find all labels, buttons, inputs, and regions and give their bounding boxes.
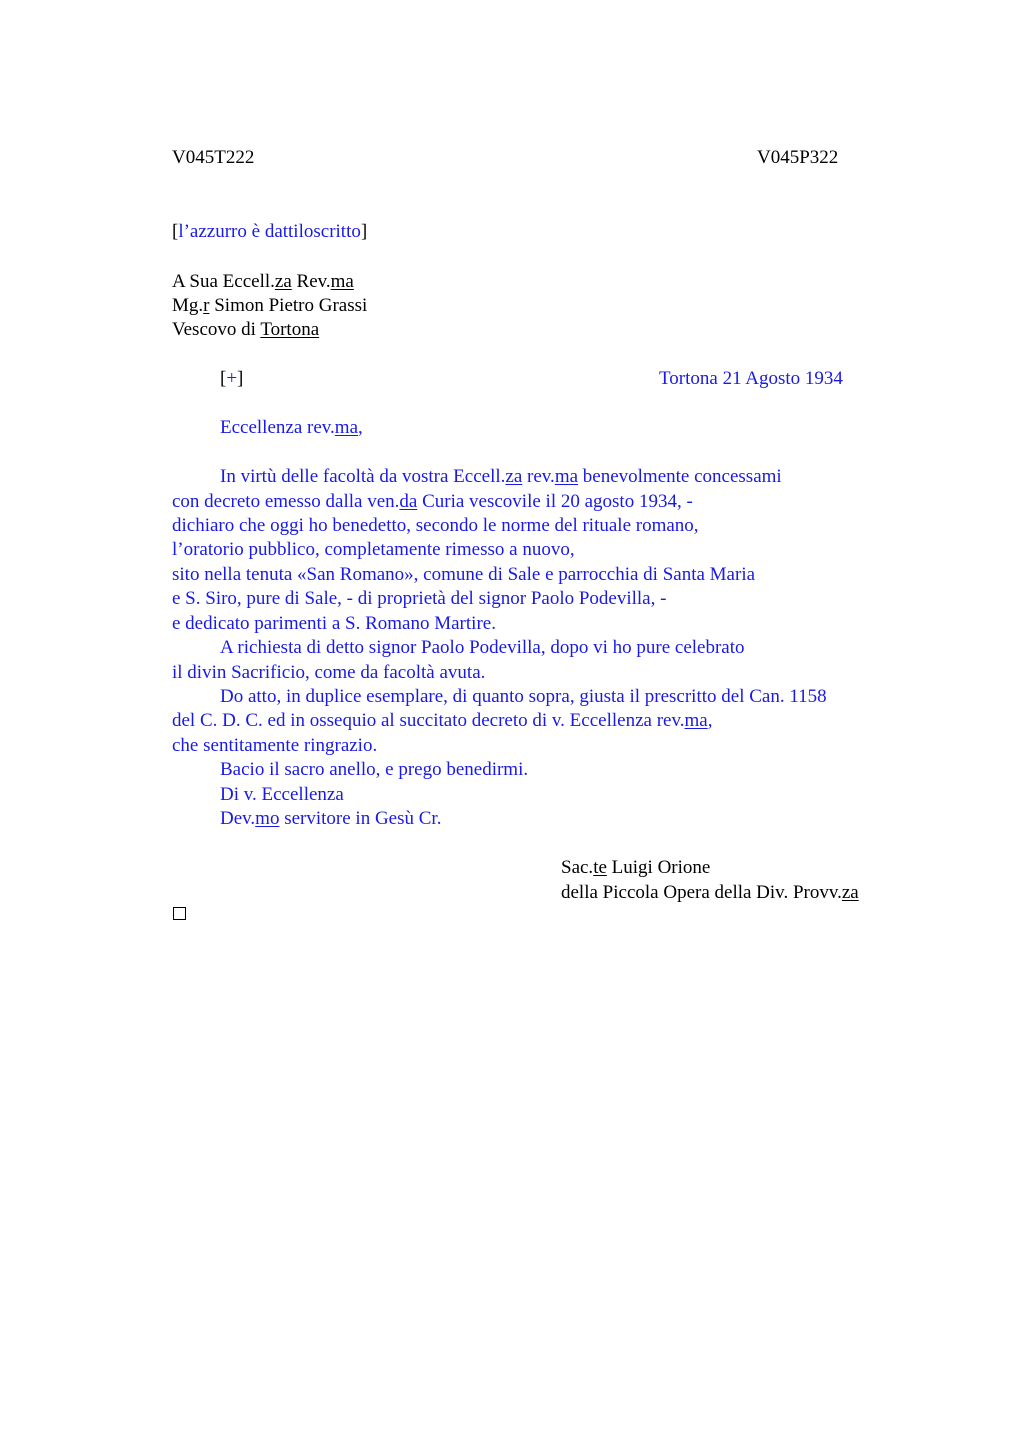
bracket-open: [ xyxy=(172,221,179,242)
bracket-close: ] xyxy=(237,368,244,389)
address-abbrev: r xyxy=(203,295,210,316)
signature-line-2 xyxy=(561,881,859,905)
signature-abbrev: za xyxy=(841,882,859,903)
signature-text: Luigi Orione xyxy=(606,857,711,878)
body-line: sito nella tenuta «San Romano», comune di Sale e parrocchia di Santa Maria xyxy=(172,564,756,585)
salutation-text: , xyxy=(358,417,363,438)
address-line-3 xyxy=(172,318,319,342)
signature-text: Sac. xyxy=(561,857,594,878)
body-line: Di v. Eccellenza xyxy=(220,784,344,805)
address-text: Rev. xyxy=(291,271,331,292)
body-text: Dev. xyxy=(220,808,256,829)
body-text: Curia vescovile il 20 agosto 1934, - xyxy=(417,491,693,512)
editorial-note-text: l’azzurro è dattiloscritto xyxy=(178,221,361,242)
address-line-1 xyxy=(172,270,354,294)
bracket-open: [ xyxy=(220,368,227,389)
body-line: e S. Siro, pure di Sale, - di proprietà del signor Paolo Podevilla, - xyxy=(172,588,667,609)
body-text: servitore in Gesù Cr. xyxy=(279,808,442,829)
body-text: In virtù delle facoltà da vostra Eccell. xyxy=(220,466,506,487)
body-abbrev: za xyxy=(505,466,523,487)
signature-text: della Piccola Opera della Div. Provv. xyxy=(561,882,842,903)
body-line: A richiesta di detto signor Paolo Podevilla, dopo vi ho pure celebrato xyxy=(220,637,745,658)
salutation-text: Eccellenza rev. xyxy=(220,417,335,438)
editorial-note xyxy=(172,220,367,244)
salutation-abbrev: ma xyxy=(334,417,359,438)
body-line xyxy=(220,465,782,489)
body-text: rev. xyxy=(522,466,555,487)
address-line-2 xyxy=(172,294,367,318)
body-line: il divin Sacrificio, come da facoltà avuta. xyxy=(172,662,486,683)
address-place: Tortona xyxy=(260,319,320,340)
address-text: Simon Pietro Grassi xyxy=(209,295,368,316)
body-line xyxy=(172,490,693,514)
body-abbrev: da xyxy=(399,491,418,512)
address-text: Mg. xyxy=(172,295,204,316)
body-line: e dedicato parimenti a S. Romano Martire. xyxy=(172,613,496,634)
address-text: Vescovo di xyxy=(172,319,261,340)
signature-line-1 xyxy=(561,856,710,880)
body-text: del C. D. C. ed in ossequio al succitato decreto di v. Eccellenza rev. xyxy=(172,710,685,731)
body-line: Do atto, in duplice esemplare, di quanto sopra, giusta il prescritto del Can. 1158 xyxy=(220,686,827,707)
address-abbrev: za xyxy=(274,271,292,292)
signature-abbrev: te xyxy=(593,857,607,878)
body-abbrev: ma xyxy=(684,710,708,731)
body-line: l’oratorio pubblico, completamente rimesso a nuovo, xyxy=(172,539,575,560)
bracket-close: ] xyxy=(360,221,368,242)
document-code-left: V045T222 xyxy=(172,147,255,168)
body-abbrev: ma xyxy=(554,466,579,487)
body-text: con decreto emesso dalla ven. xyxy=(172,491,400,512)
body-abbrev: mo xyxy=(255,808,280,829)
address-abbrev: ma xyxy=(330,271,354,292)
body-line: che sentitamente ringrazio. xyxy=(172,735,378,756)
body-text: , xyxy=(707,710,713,731)
cross-mark xyxy=(220,367,243,391)
body-line xyxy=(172,709,712,733)
body-line: Bacio il sacro anello, e prego benedirmi. xyxy=(220,759,529,780)
place-date: Tortona 21 Agosto 1934 xyxy=(659,368,843,389)
square-icon xyxy=(173,907,186,920)
cross-icon: + xyxy=(226,368,238,389)
address-text: A Sua Eccell. xyxy=(172,271,275,292)
body-line xyxy=(220,807,441,831)
body-line: dichiaro che oggi ho benedetto, secondo le norme del rituale romano, xyxy=(172,515,699,536)
salutation xyxy=(220,416,363,440)
document-code-right: V045P322 xyxy=(757,147,839,168)
body-text: benevolmente concessami xyxy=(578,466,782,487)
